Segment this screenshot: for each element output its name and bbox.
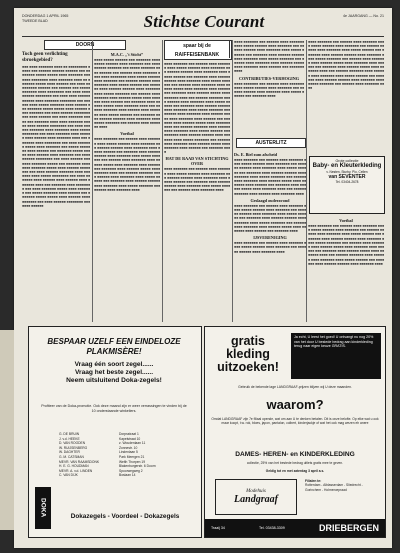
landgraaf-collectie: collectie, 25% van het bestede bedrag ultlets gratis mee te geven. — [246, 461, 344, 465]
col3-text: ■■■■ ■■■■■■■ ■■■ ■■■■■■ ■■■■ ■■■■■■■ ■■■■ ■■■■■ ■■■■■■ ■■■■ ■■■■■■■ ■■■ ■■■■■■ ■■■■■■ ■■■■ ■■■■■■■ ■■■■ ■■■■■ ■■■■■■ ■■■ ■■■■■■■ ■■■■ ■■■■■■ ■■■■■■ ■■■■ ■■■■■■■ ■■■■ ■■■■■ ■■■■■■■ ■■■ ■■■■■■ ■■■■ ■■■■■■■ ■■■■ ■■■■■■ ■■■■■ ■■■■ ■■■■■■■ ■■■■ ■■■■■■ ■■■ ■■■■■■■ ■■■■ ■■■■■■ ■■■■■ ■■■■ ■■■■■■■ ■■■■ ■■■ ■■■■■■ ■■■■■■■ ■■■■ ■■■■■■ ■■■■ ■■■■■■■ ■■■■ ■■■■■ ■■■■■■ ■■■ ■■■■■■■ ■■■■ ■■■■■■ ■■■■■■ ■■■■ ■■■■■■■ ■■■■ ■■■■■ ■■■■■■■ ■■■ ■■■■■■ ■■■■ ■■■■■■■ ■■■■ ■■■■■■ ■■■■■ ■■■■ ■■■■■■■ ■■■■ ■■■■■■ ■■■ ■■■■■■■ ■■■■ ■■■■■■ ■■■■■ ■■■■ ■■■■■■■ ■■■■ ■■■ ■■■■■■ ■■■■■■■ ■■■■ ■■■■■■ ■■■■ ■■■■■■■ ■■■■ ■■■■■ ■■■■■■ ■■■ ■■■■■■■ ■■■■ ■■■■■■ ■■■■■■ ■■■■ ■■■■■■■ ■■■■ ■■■■■ ■■■■■■■ ■■■ ■■■■■■ ■■■■ ■■■■■■■ ■■■■ ■■■■■■ ■■■■■ ■■■■ ■■■■■■■ ■■■■ ■■■■■■ ■■■ ■■■■■■■ ■■■■ — [164, 62, 230, 155]
zag-headline: HAT DE RAAD VAN STICHTING OVER — [165, 156, 229, 167]
baby-ad-shop: van SEVENTER — [328, 173, 366, 180]
doka-headline: BESPAAR UZELF EEN EINDELOZE PLAKMISÈRE! — [47, 337, 181, 356]
col4-headline: CONTRIBUTIES-VERHOGING — [238, 75, 300, 81]
shop-name: W. DAGHTER — [59, 450, 80, 455]
baby-ad-address: v. Nesten, Sturby, Plo, Cellen — [326, 169, 368, 174]
column-divider — [306, 150, 307, 322]
column-divider — [92, 40, 93, 322]
col5-text: ■■■■ ■■■■■■■ ■■■ ■■■■■■ ■■■■ ■■■■■■■ ■■■■ ■■■■■ ■■■■■■ ■■■■ ■■■■■■■ ■■■ ■■■■■■ ■■■■■■ ■■■■ ■■■■■■■ ■■■■ ■■■■■ ■■■■■■ ■■■ ■■■■■■■ ■■■■ ■■■■■■ ■■■■■■ ■■■■ ■■■■■■■ ■■■■ ■■■■■ ■■■■■■■ ■■■ ■■■■■■ ■■■■ ■■■■■■■ ■■■■ ■■■■■■ ■■■■■ ■■■■ ■■■■■■■ ■■■■ ■■■■■■ ■■■ ■■■■■■■ ■■■■ ■■■■■■ ■■■■■ ■■■■ ■■■■■■■ ■■■■ ■■■ ■■■■■■ ■■■■■■■ ■■■■ ■■■■■■ ■■■■ ■■■■■■■ ■■■■ ■■■■■ ■■■■■■ ■■■ ■■■■■■■ ■■■■ ■■■■■■ ■■■■■■ ■■■■ ■■■■■■■ ■■■■ ■■■■■ ■■■■■■■ ■■■ ■■■■■■ ■■■■ ■■■■■■■ ■■■■ — [308, 40, 384, 91]
filialen-title: Filialen te: — [305, 479, 322, 483]
shop-address: Lindenlaan 5 — [119, 450, 138, 455]
landgraaf-dames: DAMES- HEREN- en KINDERKLEDING — [235, 451, 355, 458]
column-divider — [162, 40, 163, 322]
footer-address: Traaij 34 — [211, 526, 225, 530]
footer-city: DRIEBERGEN — [318, 523, 379, 533]
logo-name: Landgraaf — [234, 494, 278, 505]
shop-address: Kapelstraat 10 — [119, 436, 141, 441]
filialen-list: Rotterdam - Alblasserdam - Sliedrecht - Gorinchem - Holmeroepraad — [305, 483, 363, 492]
doka-promo-text: Profiteer van de Doka-promotie. Ook deze maand zijn er weer verrassingen te vinden bij de 10 onderstaande winkeliers. — [41, 404, 187, 413]
list-item — [59, 473, 189, 478]
shop-address: Park Meergen 21 — [119, 454, 145, 459]
landgraaf-geldig: Geldig tot en met zaterdag 3 april a.s. — [265, 469, 325, 473]
shop-name: C. VAN DIJK — [59, 473, 78, 478]
shop-address: Spoorwegweg 2 — [119, 468, 143, 473]
doka-q3: Neem uitsluitend Doka-zegels! — [66, 377, 162, 384]
doka-q1: Vraag één soort zegel...... — [74, 361, 154, 368]
voetbal2-headline: Voetbal — [339, 218, 353, 223]
doka-questions — [39, 361, 189, 385]
col2-headline: M.A.C. „'t Sticht” — [110, 52, 144, 57]
shop-address: Blakenburgerstr. 6 Doorn — [119, 464, 156, 469]
shop-name: G. M. CATSMAN — [59, 454, 84, 459]
header-rule — [22, 36, 384, 37]
baby-ad-title: Baby- en Kleuterkleding — [312, 163, 382, 169]
shop-name: D. VAN ROODEN — [59, 441, 86, 446]
column-divider — [232, 40, 233, 322]
doka-logo-text: DOKA — [39, 498, 47, 518]
landgraaf-filialen — [305, 479, 379, 492]
landgraaf-subline: Gebruik de bekende lage LANDGRAAF-prijzen blijven wij U deze maanden. — [238, 385, 352, 389]
column-divider — [306, 40, 307, 152]
adjacent-page-edge — [0, 330, 14, 530]
landgraaf-headline: gratis kleding uitzoeken! — [217, 334, 279, 374]
landgraaf-waarom: waarom? — [266, 397, 324, 412]
col4-text-b: ■■■■ ■■■■■■■ ■■■ ■■■■■■ ■■■■ ■■■■■■■ ■■■■ ■■■■■ ■■■■■■ ■■■■ ■■■■■■■ ■■■ ■■■■■■ ■■■■■■ ■■■■ ■■■■■■■ ■■■■ ■■■■■ ■■■■■■ ■■■ ■■■■■■■ ■■■■ — [234, 81, 304, 99]
aus1-text: ■■■■ ■■■■■■■ ■■■ ■■■■■■ ■■■■ ■■■■■■■ ■■■■ ■■■■■ ■■■■■■ ■■■■ ■■■■■■■ ■■■ ■■■■■■ ■■■■■■ ■■■■ ■■■■■■■ ■■■■ ■■■■■ ■■■■■■ ■■■ ■■■■■■■ ■■■■ ■■■■■■ ■■■■■■ ■■■■ ■■■■■■■ ■■■■ ■■■■■ ■■■■■■■ ■■■ ■■■■■■ ■■■■ ■■■■■■■ ■■■■ ■■■■■■ ■■■■■ ■■■■ ■■■■■■■ ■■■■ ■■■■■■ ■■■ ■■■■■■■ ■■■■ ■■■■■■ ■■■■■ ■■■■ ■■■■■■■ ■■■■ ■■■ ■■■■■■ ■■■■■■■ ■■■■ ■■■■■■ ■■■■ ■■■■■■■ ■■■■ — [234, 158, 306, 196]
spaar-banner-box — [164, 40, 230, 58]
masthead-title: Stichtse Courant — [143, 12, 265, 31]
landgraaf-advertisement — [204, 326, 386, 538]
date-line — [22, 14, 68, 23]
landgraaf-offer-box: Ja echt, U leest het goed! U ontvangt nu nog 20% van het door U bestede bedrag aan kinderkleding terug naar eigen keuze GRATIS. — [291, 333, 381, 379]
doka-slogan: Dokazegels - Voordeel - Dokazegels — [70, 513, 180, 520]
baby-ad-line1: Grote collectie — [335, 159, 359, 163]
col1-headline: Toch geen verlichting sbroekgebied? — [22, 52, 68, 63]
shop-name: G. DE BRUIN — [59, 432, 80, 436]
col2-text: ■■■■ ■■■■■ ■■■■■■ ■■■ ■■■■■■■ ■■■■ ■■■■■ ■■■■■■ ■■■■ ■■■■■■■ ■■■ ■■■■ ■■■■■■ ■■■■■■■ ■■■ ■■■■■ ■■■■■■■ ■■■■ ■■■■■■ ■■■ ■■■■■■ ■■■■ ■■■■■■■ ■■■■ ■■■■ ■■■■■■■■ ■■■■ ■■■■■ ■■■■■■ ■■■■ ■■■■■■■ ■■■ ■■■■■■ ■■■■■■ ■■■■ ■■■■■■■ ■■■■ ■■■■■ ■■■■■■ ■■■ ■■■■■■■ ■■■■ ■■■■■■ ■■■■■■ ■■■■ ■■■■■■■ ■■■■ ■■■■■ ■■■■■■■ ■■■ ■■■■■■ ■■■■ ■■■■■■■ ■■■■ ■■■■■■ ■■■■■ ■■■■ ■■■■■■■ ■■■■ ■■■■■■ ■■■ ■■■■■■■ ■■■■ ■■■■■■ ■■■■■ ■■■■ ■■■■■■■ ■■■■ ■■■ ■■■■■■ ■■■■■■■ ■■■■ ■■■■■■ ■■■■ ■■■■■■■ ■■■■ ■■■■■ ■■■■■■ ■■■ ■■■■■■■ ■■■■ ■■■■■■ ■■■■■■ ■■■■ ■■■■■■■ ■■■■ ■■■■■ ■■■■■■■ ■■■ ■■■■■■ ■■■■ ■■■■■■■ ■■■■ — [94, 58, 160, 130]
column-4 — [234, 40, 304, 136]
shop-address: z. Woudenlaan 11 — [119, 441, 146, 446]
col1-text: ■■■ ■■■■ ■■■■■■■ ■■■■ ■■ ■■■■■■■■■ ■■■■■ ■■■ ■■■■■■ ■■■■■■ ■■■■■■ ■■■ ■■■■■■■■ ■■■■■ ■■■■■ ■■■■ ■■■■■■■ ■■■ ■■■■ ■■■■■■■■ ■■■■ ■■■■■■■ ■■■■ ■■ ■■■■■■■ ■■■■■ ■■■■ ■■■■■■ ■■■ ■■■■ ■■■■■■■■■ ■■■■■■ ■■■ ■■■■■■ ■■■ ■■■■■ ■■■■■■■ ■■■■ ■■■■■■■■ ■■■ ■■■■ ■■■■ ■■■■■■ ■■■■■■■■ ■■■ ■■■■ ■■■■ ■■■■■■ ■■■■■■ ■■■■ ■■■■■■■ ■■■■■■■■ ■■■ ■■■■■■ ■■■■ ■■■■■ ■■■■■■■ ■■■■ ■■■■■■ ■■■ ■■■■■■■ ■■■■■ ■■■■■ ■■■■ ■■■■■■ ■■■■ ■■■■■■■ ■■■ ■■■■ ■■■■■■ ■■■■■■■■ ■■■ ■■■■ ■■■■■■ ■■■ ■■■■ ■■■■■■■ ■■■■■ ■■■ ■■■■■■■ ■■■■ ■■■■ ■■■■■■■ ■■■■■ ■■■■ ■■■■■■ ■■■■■■■■ ■■■ ■■■■ ■■■■■■ ■■■■■■■ ■■■■ ■■■■■■■ ■■■■ ■■■■■ ■■■■■■■■ ■■■ ■■■■ ■■■■■■■ ■■■■ ■■■■■■ ■■■■ ■■■■■■ ■■■■ ■■■■■■■ ■■■■ ■■■ ■■■■■■■ ■■■■ ■■■■■■■■ ■■■ ■■■■ ■■■■■■■ ■■■■■ ■■■■ ■■■■■■■ ■■■ ■■■■■ ■■■■■■■ ■■■■ ■■■■■■ ■■■ ■■■■■■■ ■■■■■ ■■■■■ ■■■■ ■■■■■■ ■■■■ ■■■■■■■ ■■■ ■■■■ ■■■■■■ ■■■■■■■■ ■■■ ■■■■ ■■■■■■ ■■■ ■■■■ ■■■■■■■ ■■■■■ ■■■ ■■■■■■■ ■■■■ ■■■■ ■■■■■■■ ■■■■■ ■■■■ ■■■■■■ ■■■■■■■■ ■■■ ■■■■ ■■■■■■ ■■■■■■■ ■■■■ ■■■■■■■ ■■■■ ■■■■■ ■■■■■■■■ ■■■ ■■■■ ■■■■■■■ ■■■■ ■■■■■■ ■■■■ ■■■■■■ ■■■■ ■■■■■■■ ■■■■ ■■■ ■■■■■■■ ■■■■ ■■■■■■■■ ■■■ ■■■■ ■■■■■■■ ■■■■■ ■■■■ ■■■■■■■ ■■■ ■■■■■ ■■■■■■■ ■■■■ ■■■■■■ ■■■ ■■■■■■■ ■■■■■ ■■■■■ ■■■■ ■■■■■■ ■■■■ ■■■■■■■ ■■■ ■■■■ ■■■■■■ ■■■■■■■■ ■■■ ■■■■ ■■■■■■ — [22, 65, 90, 208]
doka-q2: Vraag het beste zegel...... — [74, 369, 154, 376]
aus2-headline: Geslaagd ouderavond — [250, 197, 290, 203]
ijsvereniging-headline: IJSVERENIGING — [253, 235, 287, 241]
shop-address: Welth Thorpen 19 — [119, 459, 146, 464]
doka-shop-list — [59, 432, 189, 478]
landgraaf-footer — [205, 519, 385, 537]
logo-script: Modehuis — [246, 489, 266, 494]
column-5-lower — [308, 216, 384, 320]
shop-address: Boslaan 14 — [119, 473, 136, 478]
aus2-text: ■■■■ ■■■■■■■ ■■■ ■■■■■■ ■■■■ ■■■■■■■ ■■■■ ■■■■■ ■■■■■■ ■■■■ ■■■■■■■ ■■■ ■■■■■■ ■■■■■■ ■■■■ ■■■■■■■ ■■■■ ■■■■■ ■■■■■■ ■■■ ■■■■■■■ ■■■■ ■■■■■■ ■■■■■■ ■■■■ ■■■■■■■ ■■■■ ■■■■■ ■■■■■■■ ■■■ ■■■■■■ ■■■■ ■■■■■■■ ■■■■ ■■■■■■ ■■■■■ ■■■■ ■■■■■■■ ■■■■ ■■■■■■ ■■■ ■■■■■■■ ■■■■ — [234, 203, 306, 234]
shop-name: MEVR. A. v.d. LINDEN — [59, 468, 93, 473]
column-2 — [94, 50, 160, 320]
aus1-headline: Ds. E. Biel zum afscheid — [234, 152, 278, 157]
column-1 — [22, 50, 90, 320]
doka-logo — [35, 487, 51, 529]
shop-name: W. RUIJSENBERG — [59, 445, 88, 450]
column-3 — [164, 62, 230, 320]
baby-clothing-ad — [309, 156, 385, 214]
landgraaf-body: Omdat LANDGRAAF zijn 7e filiaal opende, wat om aan U te denken betalen. Dit is onze belofte. Op elke wat u ook maar koopt, t.w. rok, bloes, japon, pantalon, colbert, kinderjackje of wat het ook mag wezen eh anere — [211, 417, 379, 426]
doorn-banner: DOORN — [44, 40, 126, 50]
aus3-text: ■■■■ ■■■■■■■ ■■■ ■■■■■■ ■■■■ ■■■■■■■ ■■■■ ■■■■■ ■■■■■■ ■■■■ ■■■■■■■ ■■■ ■■■■■■ ■■■■■■ ■■■■ ■■■■■■■ ■■■■ — [234, 241, 306, 254]
column-5 — [308, 40, 384, 152]
voetbal-headline: Voetbal — [120, 131, 134, 137]
date-text: DONDERDAG 1 APRIL 1965 — [22, 14, 69, 18]
col3-text-b: ■■■■ ■■■■■■■ ■■■ ■■■■■■ ■■■■ ■■■■■■■ ■■■■ ■■■■■ ■■■■■■ ■■■■ ■■■■■■■ ■■■ ■■■■■■ ■■■■■■ ■■■■ ■■■■■■■ ■■■■ ■■■■■ ■■■■■■ ■■■ ■■■■■■■ ■■■■ ■■■■■■ ■■■■■■ ■■■■ ■■■■■■■ ■■■■ ■■■■■ ■■■■■■■ ■■■ ■■■■■■ ■■■■ ■■■■■■■ ■■■■ — [164, 167, 230, 193]
shop-address: Zonnestr. 10 — [119, 445, 138, 450]
austerlitz-banner: AUSTERLITZ — [236, 138, 306, 148]
masthead — [124, 13, 284, 31]
austerlitz-column-1 — [234, 150, 306, 320]
newspaper-page — [14, 8, 392, 548]
baby-ad-phone: Tel. 03404-2678 — [335, 179, 359, 184]
shop-name: J. v.d. HEEKE — [59, 436, 80, 441]
col4-text: ■■■■ ■■■■■■■ ■■■ ■■■■■■ ■■■■ ■■■■■■■ ■■■■ ■■■■■ ■■■■■■ ■■■■ ■■■■■■■ ■■■ ■■■■■■ ■■■■■■ ■■■■ ■■■■■■■ ■■■■ ■■■■■ ■■■■■■ ■■■ ■■■■■■■ ■■■■ ■■■■■■ ■■■■■■ ■■■■ ■■■■■■■ ■■■■ ■■■■■ ■■■■■■■ ■■■ ■■■■■■ ■■■■ ■■■■■■■ ■■■■ ■■■■■■ ■■■■■ ■■■■ ■■■■■■■ ■■■■ ■■■■■■ ■■■ ■■■■■■■ ■■■■ — [234, 40, 304, 74]
footer-phone: Tel. 03438-3309 — [259, 526, 285, 530]
landgraaf-logo — [215, 479, 297, 515]
doka-advertisement — [28, 326, 202, 538]
shop-name: H. E. G. HOUDMAN — [59, 464, 89, 469]
col5-lower-text: ■■■■ ■■■■■■■ ■■■ ■■■■■■ ■■■■ ■■■■■■■ ■■■■ ■■■■■ ■■■■■■ ■■■■ ■■■■■■■ ■■■ ■■■■■■ ■■■■■■ ■■■■ ■■■■■■■ ■■■■ ■■■■■ ■■■■■■ ■■■ ■■■■■■■ ■■■■ ■■■■■■ ■■■■■■ ■■■■ ■■■■■■■ ■■■■ ■■■■■ ■■■■■■■ ■■■ ■■■■■■ ■■■■ ■■■■■■■ ■■■■ ■■■■■■ ■■■■■ ■■■■ ■■■■■■■ ■■■■ ■■■■■■ ■■■ ■■■■■■■ ■■■■ ■■■■■■ ■■■■■ ■■■■ ■■■■■■■ ■■■■ ■■■ ■■■■■■ ■■■■■■■ ■■■■ ■■■■■■ ■■■■ ■■■■■■■ ■■■■ ■■■■■ ■■■■■■ ■■■ ■■■■■■■ ■■■■ ■■■■■■ ■■■■■■ ■■■■ ■■■■■■■ ■■■■ — [308, 224, 384, 266]
shop-address: Dorpsstraat 1 — [119, 432, 139, 436]
spaar-banner-text: spaar bij de RAIFFEISENBANK — [164, 40, 230, 58]
volume-line: 4e JAARGANG — No. 21 — [343, 14, 384, 18]
shop-name: MEVR. VAN RAAMSDONK — [59, 459, 100, 464]
sheet-text: TWEEDE BLAD — [22, 18, 48, 23]
col2-text-b: ■■■■ ■■■■■■■ ■■■ ■■■■■■ ■■■■ ■■■■■■■ ■■■■ ■■■■■ ■■■■■■ ■■■■ ■■■■■■■ ■■■ ■■■■■■ ■■■■■■ ■■■■ ■■■■■■■ ■■■■ ■■■■■ ■■■■■■ ■■■ ■■■■■■■ ■■■■ ■■■■■■ ■■■■■■ ■■■■ ■■■■■■■ ■■■■ ■■■■■ ■■■■■■■ ■■■ ■■■■■■ ■■■■ ■■■■■■■ ■■■■ ■■■■■■ ■■■■■ ■■■■ ■■■■■■■ ■■■■ ■■■■■■ ■■■ ■■■■■■■ ■■■■ ■■■■■■ ■■■■■ ■■■■ ■■■■■■■ ■■■■ ■■■ ■■■■■■ ■■■■■■■ ■■■■ ■■■■■■ ■■■■ ■■■■■■■ ■■■■ ■■■■■ ■■■■■■ ■■■ ■■■■■■■ ■■■■ ■■■■■■ ■■■■■■ ■■■■ ■■■■■■■ ■■■■ ■■■■■ ■■■■■■■ ■■■ ■■■■■■ ■■■■ ■■■■■■■ ■■■■ — [94, 137, 160, 192]
